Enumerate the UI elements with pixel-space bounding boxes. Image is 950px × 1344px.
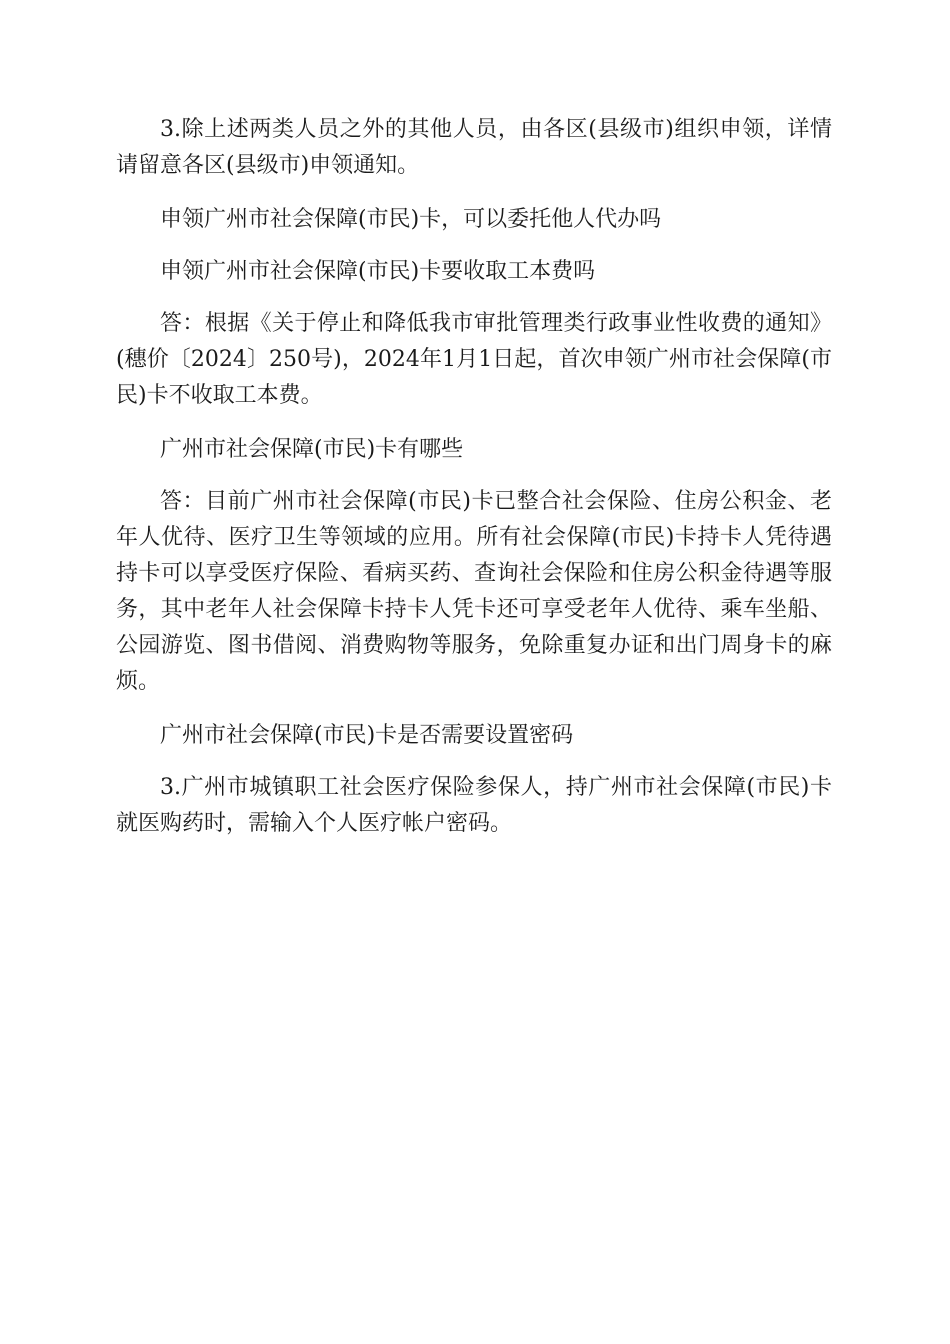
question-card-functions: 广州市社会保障(市民)卡有哪些	[160, 437, 464, 462]
answer-card-fee: 答：根据《关于停止和降低我市审批管理类行政事业性收费的通知》(穗价〔2024〕250号)，2024年1月1日起，首次申领广州市社会保障(市民)卡不收取工本费。	[116, 311, 832, 408]
answer-card-functions: 答：目前广州市社会保障(市民)卡已整合社会保险、住房公积金、老年人优待、医疗卫生等领域的应用。所有社会保障(市民)卡持卡人凭待遇持卡可以享受医疗保险、看病买药、查询社会保险和住房公积金待遇等服务，其中老年人社会保障卡持卡人凭卡还可享受老年人优待、乘车坐船、公园游览、图书借阅、消费购物等服务，免除重复办证和出门周身卡的麻烦。	[116, 489, 832, 694]
question-card-fee: 申领广州市社会保障(市民)卡要收取工本费吗	[160, 259, 596, 284]
answer-card-password: 3.广州市城镇职工社会医疗保险参保人，持广州市社会保障(市民)卡就医购药时，需输入个人医疗帐户密码。	[116, 775, 832, 836]
question-card-password: 广州市社会保障(市民)卡是否需要设置密码	[160, 723, 574, 748]
paragraph-other-applicants: 3.除上述两类人员之外的其他人员，由各区(县级市)组织申领，详情请留意各区(县级市)申领通知。	[116, 117, 832, 178]
document-body	[116, 112, 832, 860]
question-proxy-application: 申领广州市社会保障(市民)卡，可以委托他人代办吗	[160, 207, 662, 232]
